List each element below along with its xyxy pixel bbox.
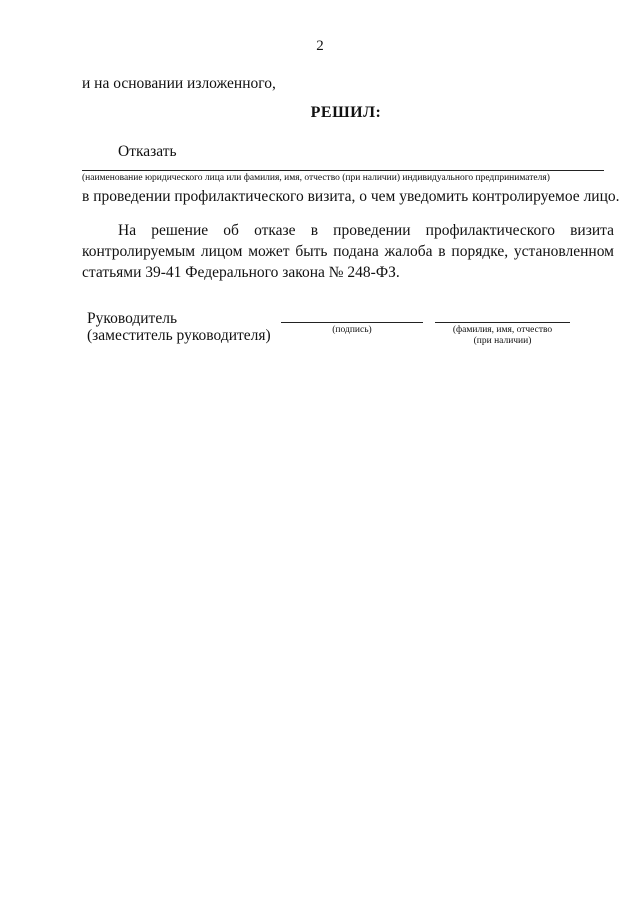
- signature-caption: (подпись): [332, 325, 372, 335]
- refuse-word: Отказать: [118, 143, 177, 160]
- entity-name-line: [82, 170, 604, 171]
- signatory-role-line2: (заместитель руководителя): [87, 327, 271, 344]
- appeal-line-3: статьями 39-41 Федерального закона № 248-ФЗ.: [82, 264, 400, 281]
- appeal-paragraph: [82, 220, 614, 283]
- refuse-continuation: в проведении профилактического визита, о чем уведомить контролируемое лицо.: [82, 188, 620, 205]
- signature-line: [281, 322, 423, 323]
- name-caption-line1: (фамилия, имя, отчество: [452, 325, 553, 335]
- appeal-line-2: контролируемым лицом может быть подана жалоба в порядке, установленном: [82, 243, 614, 260]
- name-caption-line2: (при наличии): [473, 336, 532, 346]
- appeal-line-1: На решение об отказе в проведении профилактического визита: [118, 222, 614, 239]
- decision-heading: РЕШИЛ:: [310, 104, 382, 121]
- signatory-role-line1: Руководитель: [87, 310, 178, 327]
- intro-line: и на основании изложенного,: [82, 75, 276, 92]
- name-line: [435, 322, 570, 323]
- page-number: 2: [316, 38, 324, 54]
- entity-name-caption: (наименование юридического лица или фамилия, имя, отчество (при наличии) индивидуального предпринимателя): [82, 173, 550, 183]
